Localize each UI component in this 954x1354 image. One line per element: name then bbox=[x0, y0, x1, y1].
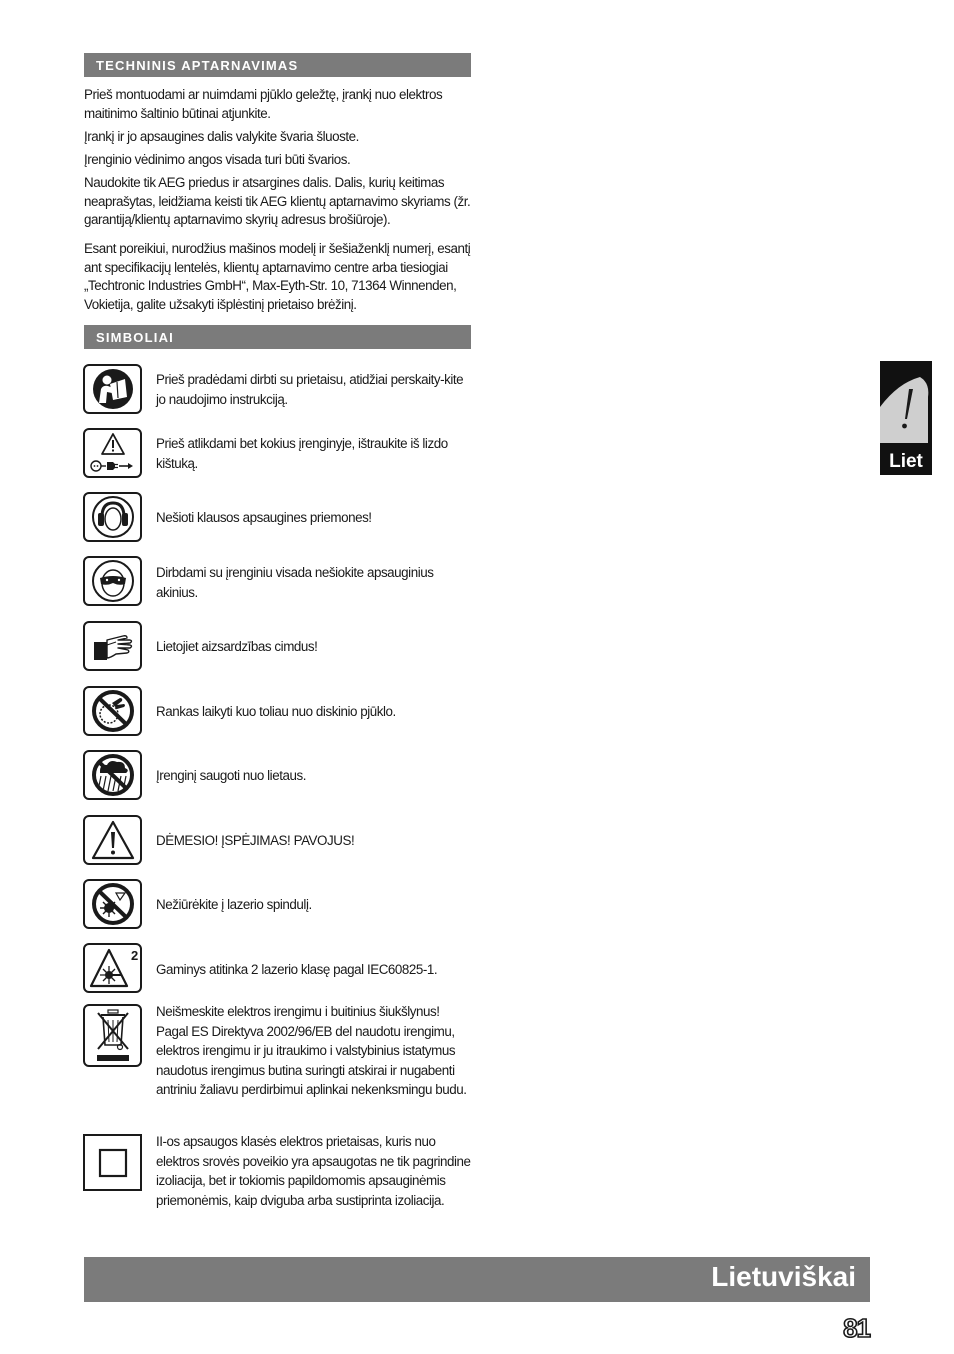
footer-language-label: Lietuviškai bbox=[711, 1261, 856, 1292]
symbol-text-gloves: Lietojiet aizsardzības cimdus! bbox=[156, 639, 318, 654]
eye-protection-icon bbox=[83, 556, 142, 606]
language-side-tab bbox=[880, 361, 932, 475]
service-paragraph-5: Esant poreikiui, nurodžius mašinos modelį ir šešiaženklį numerį, esantį ant specifikacijų lentelės, klientų aptarnavimo centre arba tiesiogiai „Techtronic Industries GmbH“, Max-Eyth-Str. 10, 71364 Winnenden, Vokietija, galite užsakyti išplėstinį prietaiso brėžinį. bbox=[84, 241, 471, 312]
symbol-text-unplug: Prieš atlikdami bet kokius įrenginyje, ištraukite iš lizdo kištuką. bbox=[156, 436, 448, 471]
laser-class-badge: 2 bbox=[130, 948, 138, 963]
service-paragraph-3: Įrenginio vėdinimo angos visada turi būti švarios. bbox=[84, 152, 351, 167]
symbol-text-laser-class: Gaminys atitinka 2 lazerio klasę pagal IEC60825-1. bbox=[156, 962, 438, 977]
page-number: 81 bbox=[843, 1313, 870, 1343]
symbol-text-class-two: II-os apsaugos klasės elektros prietaisas, kuris nuo elektros srovės poveikio yra apsaugotas ne tik pagrindine izoliacija, bet ir tokiomis papildomomis apsauginėmis priemonėmis, kaip dviguba arba sustiprinta izoliacija. bbox=[156, 1134, 471, 1208]
section-title-symbols: SIMBOLIAI bbox=[84, 325, 471, 349]
symbol-text-hands-away: Rankas laikyti kuo toliau nuo diskinio pjūklo. bbox=[156, 704, 396, 719]
hands-away-icon bbox=[83, 686, 142, 736]
warning-exclamation-icon bbox=[880, 361, 932, 445]
service-paragraph-4: Naudokite tik AEG priedus ir atsargines dalis. Dalis, kurių keitimas neaprašytas, leidžiama keisti tik AEG klientų aptarnavimo skyriams (žr. garantiją/klientų aptarnavimo skyrių adresus brošiūroje). bbox=[84, 175, 471, 227]
warning-icon bbox=[83, 815, 142, 865]
read-manual-icon bbox=[83, 364, 142, 414]
ear-protection-icon bbox=[83, 492, 142, 542]
unplug-warning-icon bbox=[83, 428, 142, 478]
symbol-text-ear-protection: Nešioti klausos apsaugines priemones! bbox=[156, 510, 372, 525]
footer-language-bar bbox=[84, 1257, 870, 1302]
symbol-text-read-manual: Prieš pradėdami dirbti su prietaisu, atidžiai perskaity-kite jo naudojimo instrukciją. bbox=[156, 372, 464, 407]
section-title-service: TECHNINIS APTARNAVIMAS bbox=[84, 53, 471, 77]
symbol-text-warning: DĖMESIO! ĮSPĖJIMAS! PAVOJUS! bbox=[156, 833, 355, 848]
side-tab-label: Liet bbox=[889, 451, 923, 472]
weee-bin-icon bbox=[83, 1004, 142, 1067]
service-paragraph-1: Prieš montuodami ar nuimdami pjūklo geležtę, įrankį nuo elektros maitinimo šaltinio būtinai atjunkite. bbox=[84, 87, 443, 121]
symbol-text-no-laser-stare: Nežiūrėkite į lazerio spindulį. bbox=[156, 897, 312, 912]
gloves-icon bbox=[83, 621, 142, 671]
no-rain-icon bbox=[83, 750, 142, 800]
laser-class-icon bbox=[83, 943, 142, 993]
no-laser-stare-icon bbox=[83, 879, 142, 929]
symbol-text-weee: Neišmeskite elektros irengimu i buitinius šiukšlynus! Pagal ES Direktyva 2002/96/EB del naudotu irengimu, elektros irengimu ir ju itraukimo i valstybinius istatymus naudotus irengimus butina suringti atskirai ir nugabenti antriniu žaliavu perdirbimui aplinkai nekenksmingu budu. bbox=[156, 1004, 467, 1097]
service-paragraph-2: Įrankį ir jo apsaugines dalis valykite švaria šluoste. bbox=[84, 129, 359, 144]
symbol-text-eye-protection: Dirbdami su įrenginiu visada nešiokite apsauginius akinius. bbox=[156, 565, 434, 600]
symbol-text-no-rain: Įrenginį saugoti nuo lietaus. bbox=[156, 768, 306, 783]
class-two-insulation-icon bbox=[83, 1134, 142, 1191]
